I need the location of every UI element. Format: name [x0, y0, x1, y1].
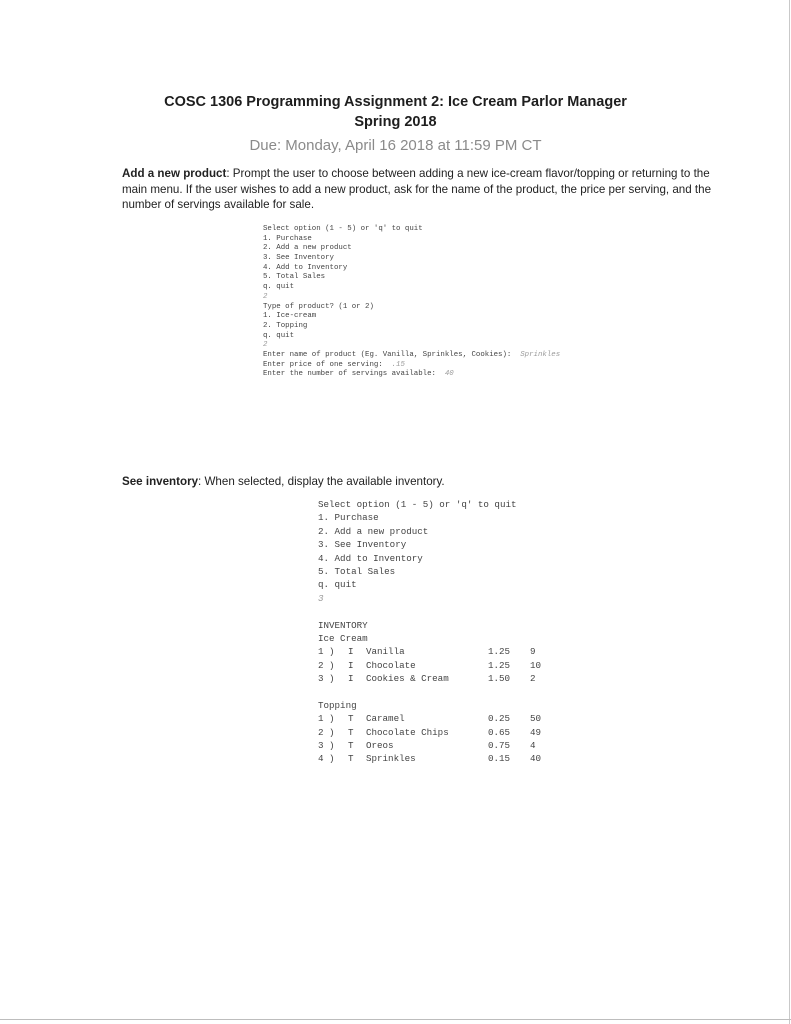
menu-item: q. quit	[263, 283, 295, 292]
row-type: T	[348, 740, 354, 752]
user-input: Sprinkles	[520, 350, 561, 359]
see-inventory-heading: See inventory	[122, 475, 199, 488]
menu-item: 2. Add a new product	[318, 525, 429, 537]
row-quantity: 50	[530, 713, 542, 725]
type-item: 1. Ice-cream	[263, 312, 317, 321]
inventory-row	[318, 739, 536, 752]
menu-item: 4. Add to Inventory	[318, 552, 423, 564]
menu-item: 2. Add a new product	[263, 244, 352, 253]
row-price: 1.25	[488, 659, 511, 671]
row-type: T	[348, 726, 354, 738]
row-number: 4 )	[318, 753, 335, 765]
menu-prompt: Select option (1 - 5) or 'q' to quit	[263, 225, 423, 233]
add-product-heading: Add a new product	[122, 167, 227, 180]
menu-item: 1. Purchase	[318, 512, 379, 524]
see-inventory-text: : When selected, display the available inventory.	[198, 475, 445, 488]
type-item: q. quit	[263, 331, 295, 340]
see-inventory-paragraph	[122, 474, 712, 490]
type-prompt: Type of product? (1 or 2)	[263, 302, 374, 311]
spacer	[318, 605, 516, 618]
menu-item: 3. See Inventory	[318, 539, 407, 551]
name-prompt-line	[263, 351, 560, 361]
document-header	[0, 92, 791, 156]
row-price: 0.75	[488, 740, 511, 752]
row-quantity: 10	[530, 659, 542, 671]
inventory-row	[318, 645, 536, 658]
menu-item: 3. See Inventory	[263, 254, 334, 263]
row-quantity: 49	[530, 726, 542, 738]
add-product-console	[263, 225, 560, 380]
user-input: 2	[263, 292, 268, 301]
servings-prompt-line	[263, 370, 560, 380]
row-name: Chocolate Chips	[366, 726, 449, 738]
row-number: 2 )	[318, 726, 335, 738]
menu-prompt: Select option (1 - 5) or 'q' to quit	[318, 499, 517, 510]
page-edge-bottom	[0, 1019, 791, 1020]
row-type: I	[348, 673, 354, 685]
user-input: 2	[263, 341, 268, 350]
row-quantity: 40	[530, 753, 542, 765]
row-name: Vanilla	[366, 646, 405, 658]
row-price: 1.50	[488, 673, 511, 685]
row-name: Caramel	[366, 713, 405, 725]
row-type: T	[348, 713, 354, 725]
row-price: 1.25	[488, 646, 511, 658]
price-prompt-line	[263, 361, 560, 371]
row-type: I	[348, 659, 354, 671]
user-input: 40	[444, 370, 454, 379]
menu-item: 4. Add to Inventory	[263, 263, 348, 272]
user-input: .15	[391, 360, 405, 369]
menu-item: 5. Total Sales	[263, 273, 326, 282]
row-quantity: 4	[530, 740, 536, 752]
inventory-row	[318, 659, 542, 672]
inventory-console	[318, 498, 542, 766]
icecream-label: Ice Cream	[318, 632, 368, 644]
inventory-row	[318, 752, 542, 765]
document-title: COSC 1306 Programming Assignment 2: Ice Cream Parlor Manager	[164, 94, 627, 110]
name-prompt: Enter name of product (Eg. Vanilla, Sprinkles, Cookies):	[263, 350, 521, 359]
user-input: 3	[318, 592, 324, 604]
row-price: 0.65	[488, 726, 511, 738]
menu-item: q. quit	[318, 579, 357, 591]
add-product-text: : Prompt the user to choose between adding a new ice-cream flavor/topping or returning to the main menu. If the user wishes to add a new product, ask for the name of the product, the price per serving, and the number of servings available for sale.	[122, 167, 712, 211]
row-quantity: 2	[530, 673, 536, 685]
row-number: 1 )	[318, 713, 335, 725]
row-number: 3 )	[318, 740, 335, 752]
add-product-paragraph	[122, 166, 712, 213]
row-number: 3 )	[318, 673, 335, 685]
document-subtitle: Spring 2018	[354, 114, 437, 130]
due-date: Due: Monday, April 16 2018 at 11:59 PM CT	[249, 137, 542, 154]
row-price: 0.25	[488, 713, 511, 725]
servings-prompt: Enter the number of servings available:	[263, 370, 445, 379]
price-prompt: Enter price of one serving:	[263, 360, 392, 369]
menu-item: 5. Total Sales	[318, 565, 396, 577]
inventory-row	[318, 712, 542, 725]
topping-label: Topping	[318, 699, 357, 711]
row-type: I	[348, 646, 354, 658]
menu-item: 1. Purchase	[263, 234, 312, 243]
row-type: T	[348, 753, 354, 765]
row-quantity: 9	[530, 646, 536, 658]
row-name: Cookies & Cream	[366, 673, 449, 685]
row-name: Oreos	[366, 740, 394, 752]
row-name: Sprinkles	[366, 753, 416, 765]
row-number: 1 )	[318, 646, 335, 658]
inventory-row	[318, 672, 536, 685]
row-price: 0.15	[488, 753, 511, 765]
inventory-row	[318, 726, 542, 739]
spacer	[318, 685, 516, 698]
type-item: 2. Topping	[263, 321, 308, 330]
row-name: Chocolate	[366, 659, 416, 671]
row-number: 2 )	[318, 659, 335, 671]
inventory-label: INVENTORY	[318, 619, 368, 631]
